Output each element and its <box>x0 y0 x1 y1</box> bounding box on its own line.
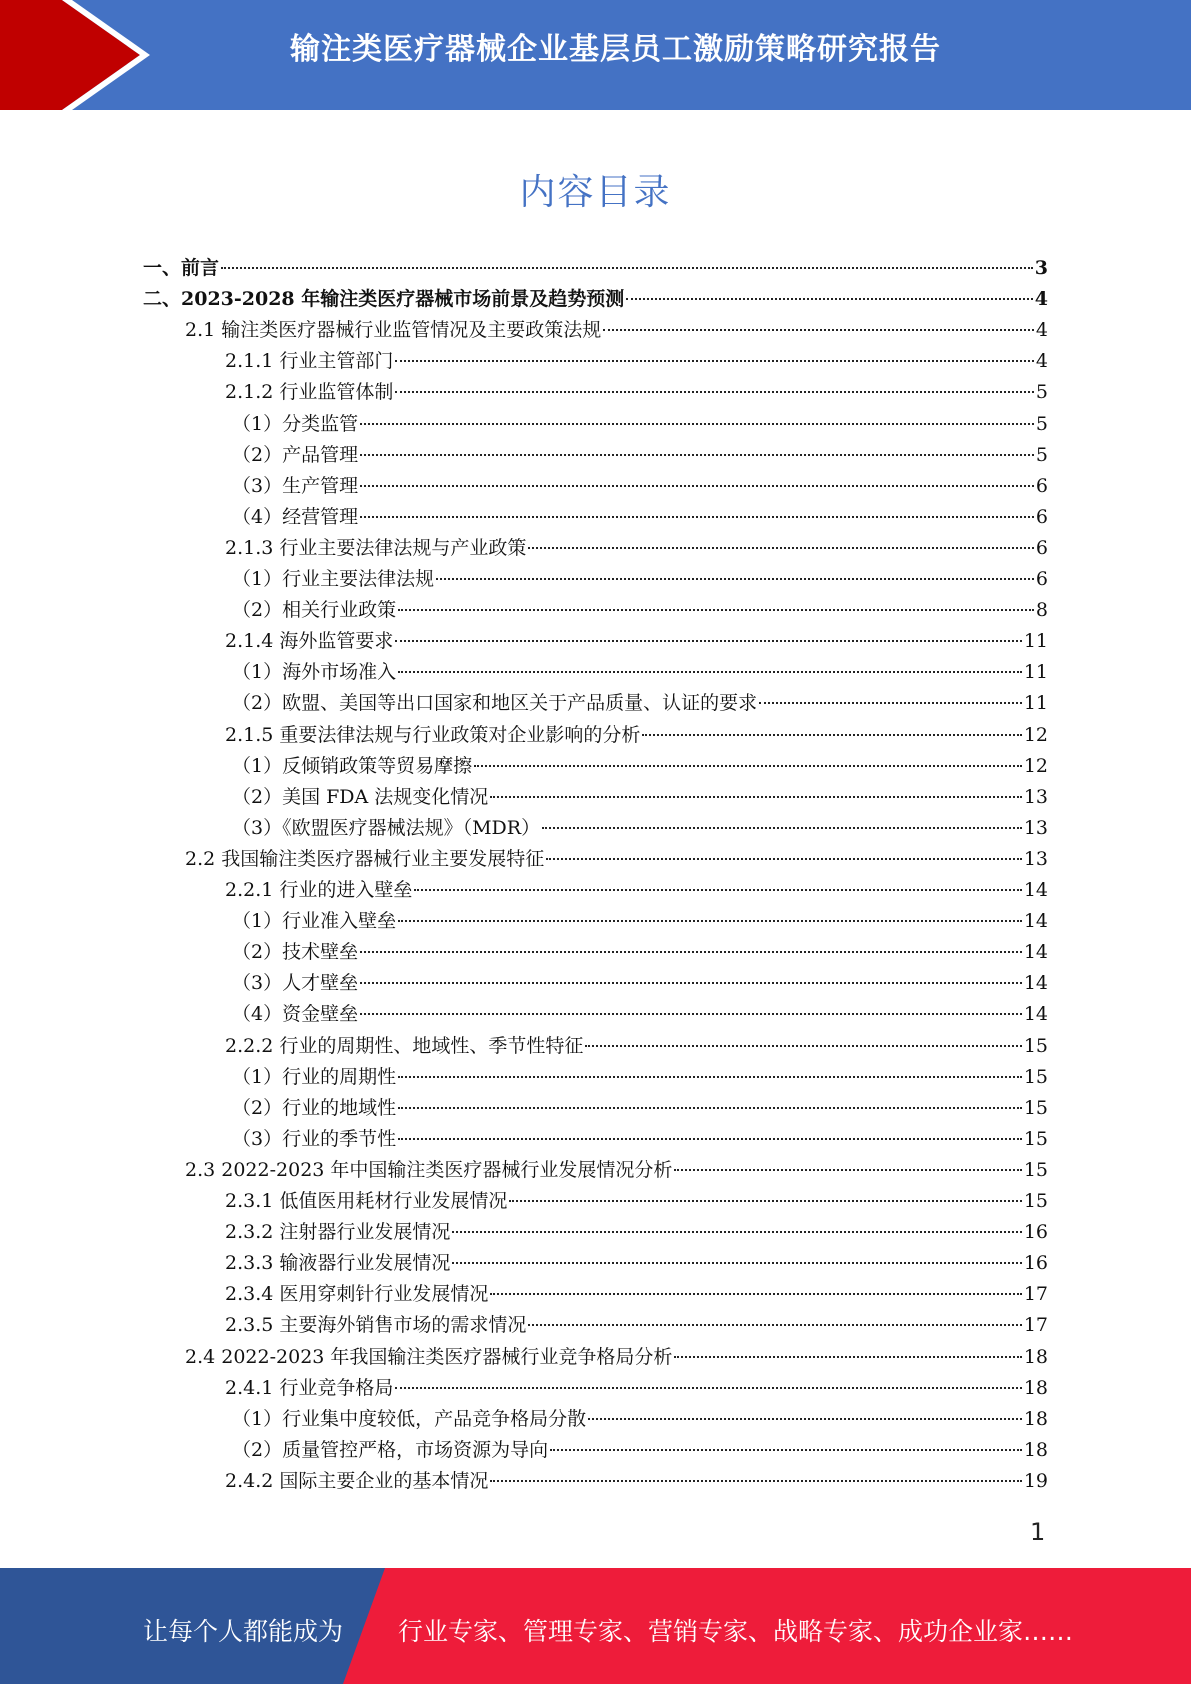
toc-leader-dots <box>395 1387 1021 1389</box>
toc-entry-label: 2.3.5 主要海外销售市场的需求情况 <box>225 1314 527 1337</box>
toc-entry-label: （1）行业的周期性 <box>232 1065 397 1088</box>
toc-entry-page: 11 <box>1023 692 1048 715</box>
toc-entry-page: 18 <box>1023 1376 1048 1399</box>
toc-entry-page: 15 <box>1023 1096 1048 1119</box>
toc-entry-label: （3）生产管理 <box>232 474 359 497</box>
toc-entry-label: 2.3.1 低值医用耗材行业发展情况 <box>225 1190 508 1212</box>
toc-entry-page: 4 <box>1034 288 1048 311</box>
toc-heading: 内容目录 <box>519 172 672 213</box>
toc-entry-page: 14 <box>1023 879 1048 901</box>
toc-entry-page: 8 <box>1035 599 1048 622</box>
toc-entry[interactable] <box>232 471 1048 502</box>
toc-leader-dots <box>360 982 1022 984</box>
toc-leader-dots <box>398 671 1022 673</box>
toc-entry-label: 2.1.5 重要法律法规与行业政策对企业影响的分析 <box>225 723 641 746</box>
toc-entry[interactable] <box>185 844 1048 875</box>
toc-leader-dots <box>398 1138 1022 1140</box>
toc-entry-page: 15 <box>1023 1034 1048 1057</box>
toc-entry-page: 12 <box>1023 723 1048 746</box>
toc-entry-label: 2.3.3 输液器行业发展情况 <box>225 1252 451 1275</box>
toc-entry-label: 2.1.2 行业监管体制 <box>225 381 394 404</box>
toc-leader-dots <box>674 1169 1021 1171</box>
toc-leader-dots <box>588 1418 1022 1420</box>
toc-entry[interactable] <box>225 626 1048 657</box>
toc-entry[interactable] <box>232 1124 1048 1155</box>
toc-entry[interactable] <box>225 533 1048 564</box>
toc-leader-dots <box>528 547 1034 549</box>
toc-entry-label: 2.3 2022-2023 年中国输注类医疗器械行业发展情况分析 <box>185 1158 673 1181</box>
toc-entry-page: 4 <box>1035 319 1048 342</box>
toc-entry-label: （2）美国 FDA 法规变化情况 <box>232 785 489 808</box>
toc-leader-dots <box>603 329 1034 331</box>
toc-entry-page: 14 <box>1023 1003 1048 1026</box>
toc-entry[interactable] <box>185 315 1048 346</box>
toc-leader-dots <box>542 827 1022 829</box>
toc-entry-page: 13 <box>1023 785 1048 808</box>
toc-leader-dots <box>452 1262 1021 1264</box>
toc-entry-label: 2.3.2 注射器行业发展情况 <box>225 1221 451 1244</box>
report-title: 输注类医疗器械企业基层员工激励策略研究报告 <box>290 32 941 67</box>
toc-leader-dots <box>360 454 1034 456</box>
toc-entry-page: 6 <box>1035 568 1048 590</box>
toc-leader-dots <box>546 858 1022 860</box>
toc-leader-dots <box>395 640 1021 642</box>
toc-entry-page: 15 <box>1023 1065 1048 1088</box>
toc-entry-page: 11 <box>1023 630 1048 653</box>
toc-leader-dots <box>585 1045 1021 1047</box>
toc-entry[interactable] <box>225 875 1048 906</box>
toc-leader-dots <box>626 298 1033 300</box>
toc-leader-dots <box>398 1107 1022 1109</box>
toc-entry-page: 19 <box>1023 1469 1048 1492</box>
toc-entry-page: 4 <box>1035 350 1048 373</box>
toc-entry[interactable] <box>225 1186 1048 1217</box>
toc-entry-label: （1）海外市场准入 <box>232 661 397 684</box>
toc-entry-page: 18 <box>1023 1407 1048 1430</box>
toc-entry-label: （3）人才壁垒 <box>232 972 359 995</box>
toc-entry-label: （2）质量管控严格，市场资源为导向 <box>232 1438 549 1461</box>
toc-leader-dots <box>550 1449 1022 1451</box>
footer-slogan-right: 行业专家、管理专家、营销专家、战略专家、成功企业家…… <box>398 1617 1074 1646</box>
toc-leader-dots <box>509 1200 1021 1202</box>
toc-entry-page: 16 <box>1023 1252 1048 1275</box>
toc-entry-label: （2）欧盟、美国等出口国家和地区关于产品质量、认证的要求 <box>232 692 758 715</box>
toc-entry-label: 2.2.1 行业的进入壁垒 <box>225 879 413 901</box>
toc-entry-label: （1）分类监管 <box>232 412 359 435</box>
toc-entry-label: （1）行业主要法律法规 <box>232 568 435 590</box>
toc-entry-page: 15 <box>1023 1127 1048 1150</box>
toc-entry-page: 15 <box>1023 1158 1048 1181</box>
toc-entry-label: （4）经营管理 <box>232 505 359 528</box>
toc-leader-dots <box>360 485 1034 487</box>
toc-entry-page: 15 <box>1023 1190 1048 1212</box>
toc-entry[interactable] <box>225 377 1048 408</box>
toc-leader-dots <box>490 796 1022 798</box>
toc-leader-dots <box>674 1356 1021 1358</box>
toc-entry-page: 3 <box>1034 257 1048 279</box>
toc-entry-label: （2）行业的地域性 <box>232 1096 397 1119</box>
toc-leader-dots <box>398 609 1034 611</box>
toc-leader-dots <box>398 1076 1022 1078</box>
toc-entry-label: 2.1.1 行业主管部门 <box>225 350 394 373</box>
toc-entry[interactable] <box>232 1435 1048 1466</box>
toc-entry-label: 2.1.4 海外监管要求 <box>225 630 394 653</box>
toc-leader-dots <box>395 360 1034 362</box>
toc-entry-page: 6 <box>1035 474 1048 497</box>
report-header <box>0 0 1191 110</box>
toc-leader-dots <box>360 516 1034 518</box>
toc-leader-dots <box>360 1013 1022 1015</box>
toc-leader-dots <box>759 702 1022 704</box>
toc-entry-label: （3）行业的季节性 <box>232 1127 397 1150</box>
toc-leader-dots <box>395 391 1034 393</box>
toc-leader-dots <box>398 920 1022 922</box>
toc-entry-page: 18 <box>1023 1438 1048 1461</box>
toc-entry[interactable] <box>232 440 1048 471</box>
toc-entry[interactable] <box>232 502 1048 533</box>
toc-entry[interactable] <box>143 253 1048 284</box>
toc-entry-label: 2.4 2022-2023 年我国输注类医疗器械行业竞争格局分析 <box>185 1345 673 1368</box>
toc-entry-page: 13 <box>1023 847 1048 870</box>
toc-entry-label: 一、前言 <box>143 257 220 279</box>
toc-leader-dots <box>221 267 1033 269</box>
toc-entry-label: （1）行业集中度较低，产品竞争格局分散 <box>232 1407 587 1430</box>
toc-leader-dots <box>360 423 1034 425</box>
toc-entry-label: 2.1 输注类医疗器械行业监管情况及主要政策法规 <box>185 319 602 342</box>
toc-entry[interactable] <box>225 1031 1048 1062</box>
toc-entry-label: （1）行业准入壁垒 <box>232 910 397 933</box>
footer-slogan-left: 让每个人都能成为 <box>143 1617 344 1646</box>
toc-entry[interactable] <box>143 284 1048 315</box>
toc-entry-label: 2.4.1 行业竞争格局 <box>225 1376 394 1399</box>
toc-entry-page: 14 <box>1023 941 1048 964</box>
toc-entry[interactable] <box>232 1404 1048 1435</box>
toc-entry[interactable] <box>225 1248 1048 1279</box>
toc-entry-page: 5 <box>1035 412 1048 435</box>
toc-entry[interactable] <box>225 720 1048 751</box>
toc-entry[interactable] <box>232 1062 1048 1093</box>
toc-leader-dots <box>642 734 1021 736</box>
toc-entry[interactable] <box>232 782 1048 813</box>
toc-entry[interactable] <box>225 1466 1048 1497</box>
toc-leader-dots <box>490 1480 1021 1482</box>
toc-entry-label: 2.2.2 行业的周期性、地域性、季节性特征 <box>225 1034 584 1057</box>
toc-entry[interactable] <box>232 813 1048 844</box>
toc-entry-label: （2）技术壁垒 <box>232 941 359 964</box>
toc-entry-page: 13 <box>1023 816 1048 839</box>
toc-entry[interactable] <box>232 968 1048 999</box>
toc-entry-page: 14 <box>1023 972 1048 995</box>
toc-entry[interactable] <box>185 1342 1048 1373</box>
toc-entry-label: 2.4.2 国际主要企业的基本情况 <box>225 1469 489 1492</box>
toc-entry[interactable] <box>185 1155 1048 1186</box>
toc-entry[interactable] <box>225 1217 1048 1248</box>
toc-entry[interactable] <box>232 751 1048 782</box>
toc-leader-dots <box>414 889 1021 891</box>
toc-entry[interactable] <box>232 564 1048 595</box>
toc-entry-page: 16 <box>1023 1221 1048 1244</box>
toc-entry-label: 2.2 我国输注类医疗器械行业主要发展特征 <box>185 847 545 870</box>
toc-entry-label: （4）资金壁垒 <box>232 1003 359 1026</box>
toc-entry-label: （3）《欧盟医疗器械法规》（MDR） <box>232 816 541 839</box>
toc-entry[interactable] <box>232 657 1048 688</box>
toc-leader-dots <box>490 1293 1021 1295</box>
toc-entry[interactable] <box>232 906 1048 937</box>
toc-entry-page: 5 <box>1035 381 1048 404</box>
toc-entry[interactable] <box>225 1310 1048 1341</box>
toc-entry-page: 6 <box>1035 536 1048 559</box>
toc-leader-dots <box>436 578 1034 580</box>
toc-leader-dots <box>474 765 1022 767</box>
toc-entry-page: 5 <box>1035 443 1048 466</box>
toc-entry[interactable] <box>225 1279 1048 1310</box>
toc-leader-dots <box>452 1231 1021 1233</box>
toc-entry-label: 2.3.4 医用穿刺针行业发展情况 <box>225 1283 489 1306</box>
toc-entry-label: 2.1.3 行业主要法律法规与产业政策 <box>225 536 527 559</box>
page-number: 1 <box>1030 1518 1046 1546</box>
toc-entry[interactable] <box>232 999 1048 1030</box>
toc-entry-label: （1）反倾销政策等贸易摩擦 <box>232 754 473 777</box>
toc-entry-page: 17 <box>1023 1314 1048 1337</box>
toc-entry[interactable] <box>232 937 1048 968</box>
toc-entry[interactable] <box>225 346 1048 377</box>
toc-entry-page: 11 <box>1023 661 1048 684</box>
toc-entry-page: 17 <box>1023 1283 1048 1306</box>
toc-entry[interactable] <box>232 595 1048 626</box>
toc-entry-page: 6 <box>1035 505 1048 528</box>
toc-entry-label: 二、2023-2028 年输注类医疗器械市场前景及趋势预测 <box>143 288 625 311</box>
toc-entry-page: 18 <box>1023 1345 1048 1368</box>
toc-entry-page: 12 <box>1023 754 1048 777</box>
toc-entry[interactable] <box>232 409 1048 440</box>
toc-entry[interactable] <box>232 1093 1048 1124</box>
toc-entry[interactable] <box>232 688 1048 719</box>
toc-entry-page: 14 <box>1023 910 1048 933</box>
toc-entry-label: （2）相关行业政策 <box>232 599 397 622</box>
toc-leader-dots <box>360 951 1022 953</box>
toc-entry-label: （2）产品管理 <box>232 443 359 466</box>
toc-entry[interactable] <box>225 1373 1048 1404</box>
toc-leader-dots <box>528 1324 1021 1326</box>
